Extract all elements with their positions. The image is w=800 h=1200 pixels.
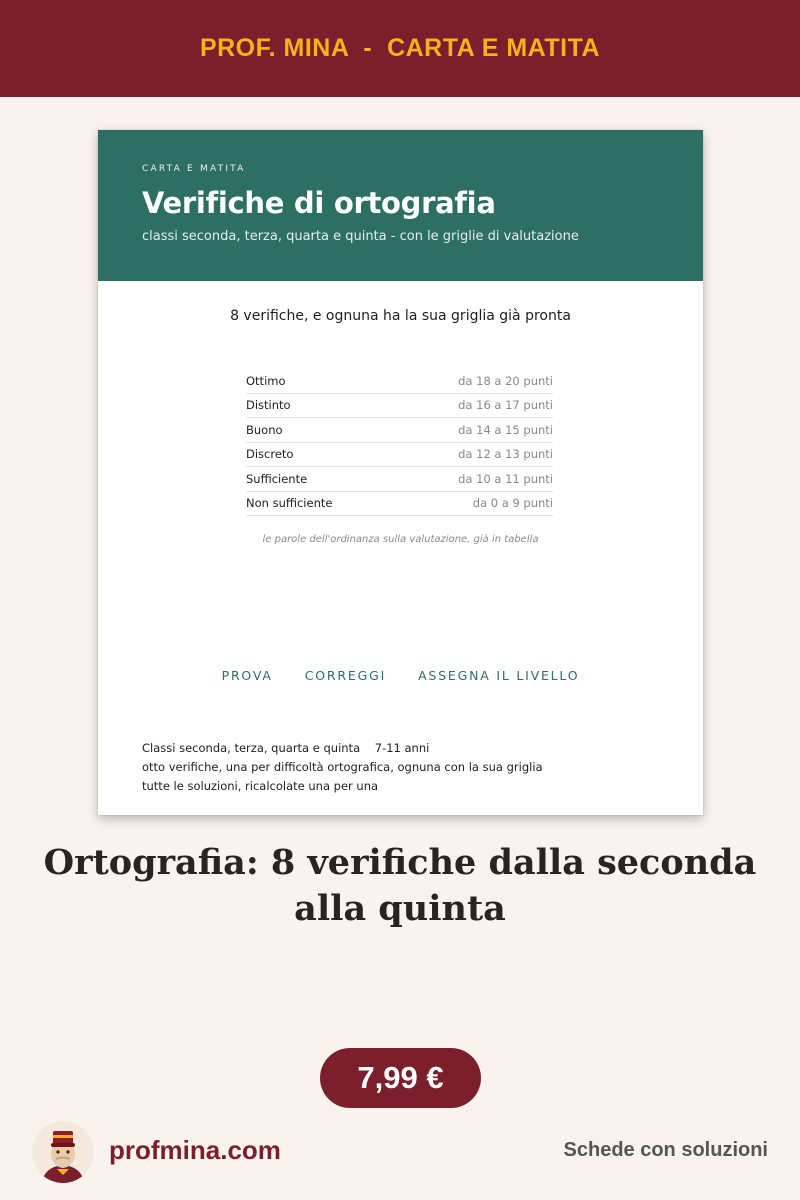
detail-line: otto verifiche, una per difficoltà ortografica, ognuna con la sua griglia: [142, 760, 543, 774]
grade-row: [246, 492, 553, 517]
grade-label: Distinto: [246, 398, 291, 413]
site-link[interactable]: profmina.com: [109, 1135, 281, 1165]
price-value: 7,99 €: [357, 1060, 444, 1095]
grade-row: [246, 418, 553, 443]
cover-title: Verifiche di ortografia: [142, 186, 496, 220]
product-title: [0, 840, 800, 932]
grade-label: Buono: [246, 422, 283, 437]
grade-label: Sufficiente: [246, 471, 308, 486]
footer-tagline: Schede con soluzioni: [563, 1139, 768, 1161]
grade-range: da 18 a 20 punti: [458, 373, 553, 388]
grade-label: Ottimo: [246, 373, 286, 388]
grade-range: da 0 a 9 punti: [472, 496, 553, 511]
product-title-line: alla quinta: [294, 888, 506, 929]
cover-header: [98, 130, 703, 281]
grade-row: [246, 467, 553, 492]
grade-row: [246, 394, 553, 419]
product-title-line: Ortografia: 8 verifiche dalla seconda: [43, 842, 757, 883]
grade-row: [246, 369, 553, 394]
grade-table: [246, 369, 553, 516]
step-prova: PROVA: [221, 668, 273, 683]
top-banner: [0, 0, 800, 97]
price-badge: [320, 1048, 481, 1108]
product-cover-image: [98, 130, 703, 815]
step-assegna-livello: ASSEGNA IL LIVELLO: [418, 668, 580, 683]
cover-steps: [98, 668, 703, 683]
grade-label: Discreto: [246, 447, 294, 462]
grade-range: da 10 a 11 punti: [458, 471, 553, 486]
cover-tagline: 8 verifiche, e ognuna ha la sua griglia già pronta: [230, 308, 571, 324]
detail-line: Classi seconda, terza, quarta e quinta 7-11 anni: [142, 741, 430, 755]
grade-range: da 16 a 17 punti: [458, 398, 553, 413]
cover-brand: CARTA E MATITA: [142, 164, 246, 174]
step-correggi: CORREGGI: [304, 668, 387, 683]
professor-avatar-icon: [32, 1121, 94, 1183]
grade-label: Non sufficiente: [246, 496, 333, 511]
cover-subtitle: classi seconda, terza, quarta e quinta - con le griglie di valutazione: [142, 229, 579, 244]
detail-line: tutte le soluzioni, ricalcolate una per una: [142, 779, 379, 793]
banner-text: PROF. MINA - CARTA E MATITA: [199, 34, 601, 62]
grade-row: [246, 443, 553, 468]
grade-range: da 12 a 13 punti: [458, 447, 553, 462]
cover-details: [142, 739, 543, 796]
cover-note: le parole dell'ordinanza sulla valutazione, già in tabella: [262, 534, 539, 545]
grade-range: da 14 a 15 punti: [458, 422, 553, 437]
